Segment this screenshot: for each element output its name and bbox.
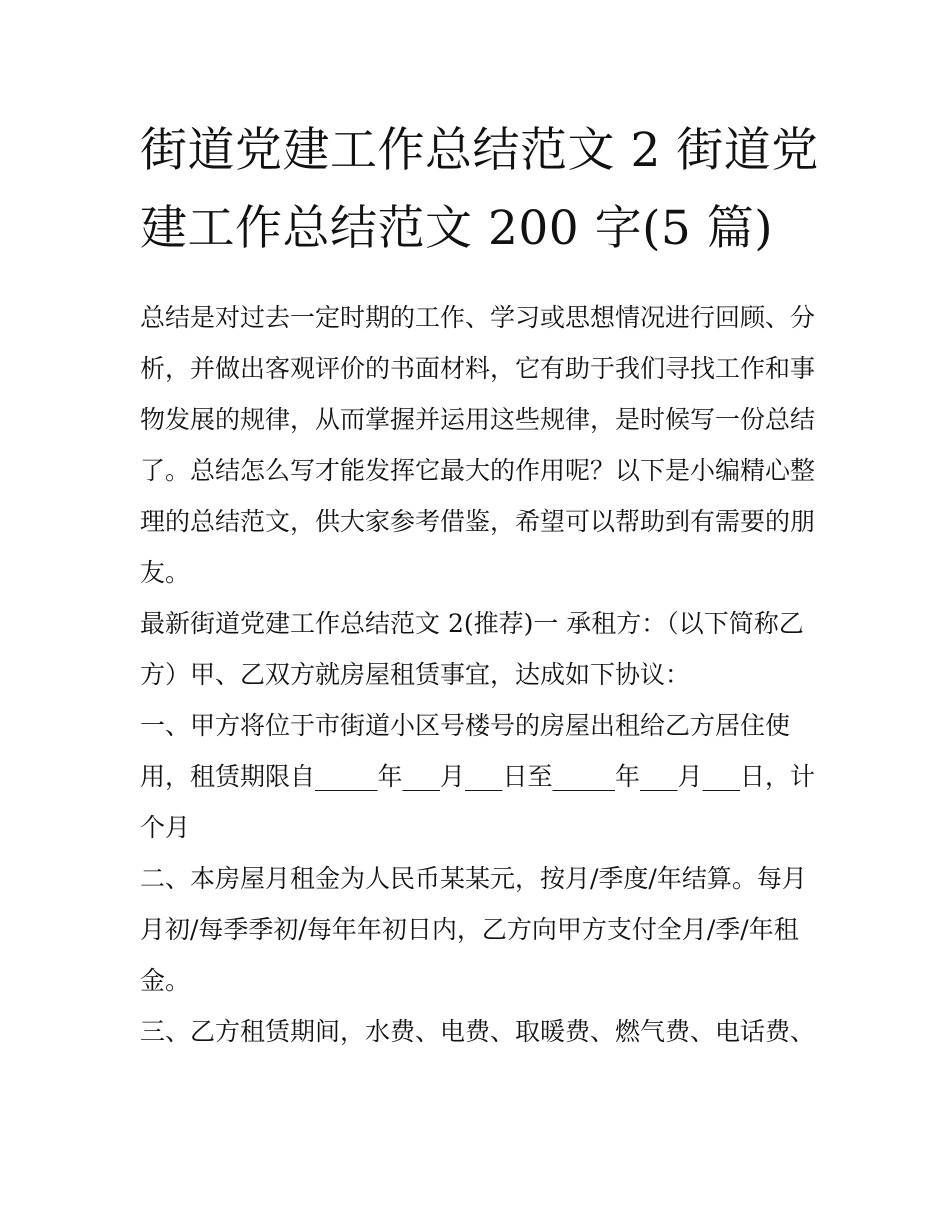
- clause-two-paragraph: 二、本房屋月租金为人民币某某元，按月/季度/年结算。每月月初/每季季初/每年年初日内，乙方向甲方支付全月/季/年租金。: [140, 864, 807, 995]
- document-page: [140, 112, 820, 1057]
- document-title: 街道党建工作总结范文 2 街道党建工作总结范文 200 字(5 篇): [140, 123, 819, 256]
- clause-one-paragraph: 一、甲方将位于市街道小区号楼号的房屋出租给乙方居住使用，租赁期限自_____年___月___日至_____年___月___日，计个月: [140, 711, 816, 842]
- heading-paragraph: 最新街道党建工作总结范文 2(推荐)一 承租方：（以下简称乙方）甲、乙双方就房屋租赁事宜，达成如下协议：: [140, 609, 804, 689]
- intro-paragraph: 总结是对过去一定时期的工作、学习或思想情况进行回顾、分析，并做出客观评价的书面材料，它有助于我们寻找工作和事物发展的规律，从而掌握并运用这些规律，是时候写一份总结了。总结怎么写才能发挥它最大的作用呢？以下是小编精心整理的总结范文，供大家参考借鉴，希望可以帮助到有需要的朋友。: [140, 303, 816, 587]
- clause-three-paragraph: 三、乙方租赁期间，水费、电费、取暖费、燃气费、电话费、: [140, 1017, 816, 1046]
